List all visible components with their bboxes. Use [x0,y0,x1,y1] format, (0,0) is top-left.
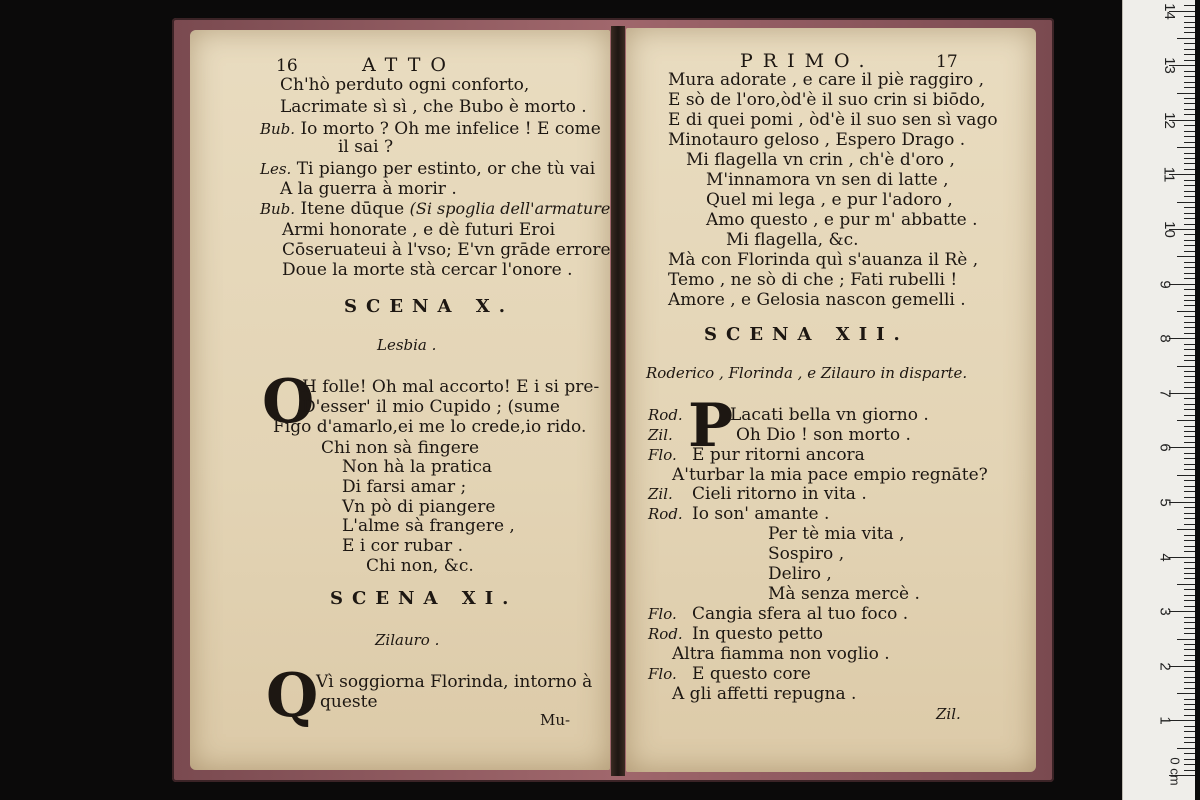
ruler-tick [1184,207,1195,208]
ruler-tick [1184,540,1195,541]
speaker-label: Bub. [260,120,296,138]
ruler-tick [1184,278,1195,279]
verse-line: Mura adorate , e care il piè raggiro , [668,70,985,90]
left-page [190,30,610,770]
ruler-tick [1184,715,1195,716]
ruler-tick [1184,737,1195,738]
ruler-number: 6 [1156,443,1174,453]
ruler-tick [1184,480,1195,481]
ruler-tick [1184,426,1195,427]
verse-line: Mà con Florinda quì s'auanza il Rè , [668,250,979,270]
ruler-tick [1184,327,1195,328]
ruler-tick [1184,43,1195,44]
ruler-tick [1177,202,1195,203]
ruler-tick [1184,409,1195,410]
ruler-tick [1184,578,1195,579]
line-text: Itene dūque [300,199,405,219]
verse-line: queste [320,692,378,712]
ruler-tick [1184,191,1195,192]
ruler-tick [1184,213,1195,214]
speaker-label: Zil. [648,426,673,444]
ruler-tick [1184,22,1195,23]
ruler-tick [1184,562,1195,563]
line-text: In questo petto [692,624,823,644]
page-number-right: 17 [936,52,958,72]
ruler-tick [1184,677,1195,678]
verse-line: Chi non, &c. [366,556,474,576]
ruler-tick [1184,300,1195,301]
ruler-number: 1 [1156,716,1174,726]
line-text: A la guerra à morir . [280,179,457,199]
ruler-tick [1184,458,1195,459]
verse-line: Vì soggiorna Florinda, intorno à [316,672,593,692]
line-text: E pur ritorni ancora [692,445,865,465]
ruler-tick [1184,415,1195,416]
ruler-tick [1184,131,1195,132]
line-text: Cieli ritorno in vita . [692,484,867,504]
ruler-tick [1184,436,1195,437]
ruler-number: 7 [1156,389,1174,398]
verse-line: Minotauro geloso , Espero Drago . [668,130,966,150]
ruler-tick [1184,76,1195,77]
verse-line: H folle! Oh mal accorto! E i si pre- [302,377,600,397]
ruler-number: 11 [1160,167,1178,183]
ruler-tick [1184,671,1195,672]
line-text: E questo core [692,664,811,684]
ruler-tick [1184,469,1195,470]
scene-x-title: SCENA X. [344,296,514,317]
ruler-tick [1184,54,1195,55]
ruler-tick [1184,27,1195,28]
ruler-number: 13 [1160,57,1178,75]
ruler-tick [1184,742,1195,743]
running-head-left: ATTO [362,54,456,76]
ruler-tick [1177,748,1195,749]
scene-xii-characters: Roderico , Florinda , e Zilauro in disparte. [646,364,968,382]
ruler-tick [1184,376,1195,377]
ruler-tick [1184,218,1195,219]
ruler-tick [1184,360,1195,361]
ruler-tick [1177,420,1195,421]
ruler-tick [1184,770,1195,771]
ruler-tick [1184,245,1195,246]
ruler-tick [1184,322,1195,323]
ruler-tick [1184,103,1195,104]
ruler-tick [1184,622,1195,623]
ruler-tick [1184,491,1195,492]
ruler-tick [1184,507,1195,508]
ruler-tick [1184,595,1195,596]
verse-line: E sò de l'oro,òd'è il suo crin si biōdo, [668,90,986,110]
ruler-tick [1184,486,1195,487]
ruler-number: 14 [1160,2,1178,20]
ruler-tick [1184,316,1195,317]
verse-line: L'alme sà frangere , [342,516,515,536]
ruler-tick [1184,16,1195,17]
verse-line: Non hà la pratica [342,457,492,477]
ruler-tick [1184,518,1195,519]
ruler-tick [1184,158,1195,159]
ruler-tick [1177,584,1195,585]
line-text: Altra fiamma non voglio . [672,644,890,664]
line-text: A gli affetti repugna . [672,684,857,704]
ruler-tick [1184,404,1195,405]
line-text: Doue la morte stà cercar l'onore . [282,260,573,280]
ruler-tick [1184,606,1195,607]
ruler-tick [1184,333,1195,334]
ruler-tick [1184,660,1195,661]
ruler-tick [1184,267,1195,268]
ruler-tick [1184,568,1195,569]
line-text: Oh Dio ! son morto . [736,425,911,445]
page-number-left: 16 [276,56,298,76]
ruler-tick [1184,644,1195,645]
ruler-number: 10 [1160,221,1178,238]
ruler-tick [1184,709,1195,710]
catchword-left: Mu- [540,711,571,729]
ruler-number: 12 [1160,111,1178,129]
stage-direction: (Si spoglia dell'armature [409,199,611,218]
ruler-tick [1184,87,1195,88]
ruler-tick [1184,731,1195,732]
ruler-tick [1184,5,1195,6]
ruler-tick [1184,262,1195,263]
speaker-label: Les. [260,160,292,178]
line-text: Cangia sfera al tuo foco . [692,604,909,624]
ruler-tick [1184,82,1195,83]
line-text: Mà senza mercè . [768,584,920,604]
ruler-tick [1177,147,1195,148]
verse-line: Mi flagella vn crin , ch'è d'oro , [686,150,955,170]
right-page [626,28,1036,772]
scene-xi-title: SCENA XI. [330,588,518,609]
speaker-label: Flo. [648,446,677,464]
verse-line: D'esser' il mio Cupido ; (sume [302,397,560,417]
ruler-tick [1184,60,1195,61]
ruler-tick [1184,382,1195,383]
catchword-right: Zil. [936,705,961,723]
verse-line: Temo , ne sò di che ; Fati rubelli ! [668,270,958,290]
verse-line: Amore , e Gelosia nascon gemelli . [668,290,966,310]
ruler-tick [1184,224,1195,225]
ruler-tick [1184,387,1195,388]
ruler-tick [1184,699,1195,700]
ruler-tick [1184,98,1195,99]
verse-line: M'innamora vn sen di latte , [706,170,949,190]
ruler-tick [1184,628,1195,629]
speaker-label: Bub. [260,200,296,218]
ruler-tick [1184,431,1195,432]
verse-line: Mi flagella, &c. [726,230,859,250]
ruler-tick [1184,682,1195,683]
ruler-tick [1184,453,1195,454]
ruler-tick [1184,49,1195,50]
ruler-tick [1177,529,1195,530]
ruler-tick [1184,355,1195,356]
ruler-tick [1184,535,1195,536]
ruler-tick [1184,114,1195,115]
ruler-number: 3 [1156,607,1174,616]
ruler-tick [1184,251,1195,252]
ruler-tick [1184,163,1195,164]
speaker-label: Flo. [648,665,677,683]
ruler-tick [1184,726,1195,727]
ruler-number: 5 [1156,498,1174,507]
line-text: A'turbar la mia pace empio regnāte? [672,465,988,485]
line-text: Lacrimate sì sì , che Bubo è morto . [280,97,587,117]
verse-line: Quel mi lega , e pur l'adoro , [706,190,953,210]
line-text: Io son' amante . [692,504,830,524]
verse-line: E di quei pomi , òd'è il suo sen sì vago [668,110,998,130]
ruler-tick [1177,693,1195,694]
measuring-ruler [1122,0,1195,800]
ruler-tick [1184,551,1195,552]
ruler-tick [1184,464,1195,465]
ruler-tick [1177,366,1195,367]
speaker-label: Zil. [648,485,673,503]
ruler-tick [1184,273,1195,274]
ruler-tick [1184,617,1195,618]
ruler-tick [1184,109,1195,110]
ruler-tick [1184,240,1195,241]
ruler-number: 4 [1156,552,1174,562]
ruler-tick [1184,688,1195,689]
ruler-tick [1184,497,1195,498]
ruler-tick [1184,153,1195,154]
ruler-tick [1184,295,1195,296]
ruler-tick [1184,142,1195,143]
ruler-tick [1184,633,1195,634]
line-text: Deliro , [768,564,832,584]
verse-line: Vn pò di piangere [342,497,496,517]
line-text: il sai ? [338,137,394,157]
ruler-tick [1184,196,1195,197]
verse-line: Amo questo , e pur m' abbatte . [706,210,978,230]
scene-x-character: Lesbia . [377,336,437,354]
running-head-right: PRIMO. [740,50,875,72]
scene-xii-title: SCENA XII. [704,324,909,345]
verse-line: E i cor rubar . [342,536,463,556]
ruler-tick [1184,764,1195,765]
verse-line: Di farsi amar ; [342,477,467,497]
ruler-tick [1184,125,1195,126]
ruler-tick [1184,649,1195,650]
line-text: Sospiro , [768,544,845,564]
ruler-tick [1177,639,1195,640]
ruler-unit: 0 cm [1167,757,1183,786]
ruler-number: 2 [1156,662,1174,671]
line-text: Per tè mia vita , [768,524,905,544]
line-text: Ti piango per estinto, or che tù vai [296,159,596,179]
ruler-tick [1184,600,1195,601]
ruler-tick [1184,546,1195,547]
ruler-tick [1184,442,1195,443]
ruler-tick [1184,524,1195,525]
ruler-tick [1184,234,1195,235]
line-text: Ch'hò perduto ogni conforto, [280,75,530,95]
line-text: Cōseruateui à l'vso; E'vn grāde errore [282,240,611,260]
speaker-label: Rod. [648,625,683,643]
ruler-tick [1184,753,1195,754]
ruler-tick [1184,655,1195,656]
scene-xi-character: Zilauro . [375,631,440,649]
book-spine [611,26,625,776]
ruler-tick [1184,513,1195,514]
ruler-tick [1184,344,1195,345]
ruler-tick [1184,32,1195,33]
ruler-tick [1184,371,1195,372]
ruler-tick [1184,759,1195,760]
ruler-number: 9 [1156,279,1174,289]
drop-cap-p: P [688,391,734,461]
ruler-tick [1184,185,1195,186]
ruler-tick [1177,256,1195,257]
speaker-label: Rod. [648,406,683,424]
ruler-tick [1184,136,1195,137]
ruler-tick [1177,93,1195,94]
ruler-tick [1184,71,1195,72]
drop-cap-o: O [262,367,315,437]
ruler-tick [1184,704,1195,705]
ruler-tick [1184,398,1195,399]
ruler-tick [1177,38,1195,39]
ruler-tick [1184,169,1195,170]
ruler-tick [1184,180,1195,181]
ruler-tick [1184,573,1195,574]
ruler-tick [1184,305,1195,306]
ruler-tick [1177,475,1195,476]
line-text: Lacati bella vn giorno . [730,405,929,425]
line-text: Armi honorate , e dè futuri Eroi [282,220,556,240]
ruler-tick [1184,589,1195,590]
ruler-number: 8 [1156,334,1174,343]
ruler-tick [1177,311,1195,312]
verse-line: Chi non sà fingere [321,438,480,458]
ruler-tick [1184,289,1195,290]
line-text: Io morto ? Oh me infelice ! E come [300,119,601,139]
speaker-label: Rod. [648,505,683,523]
drop-cap-q: Q [266,661,319,731]
verse-line: Figo d'amarlo,ei me lo crede,io rido. [273,417,587,437]
ruler-tick [1184,349,1195,350]
speaker-label: Flo. [648,605,677,623]
